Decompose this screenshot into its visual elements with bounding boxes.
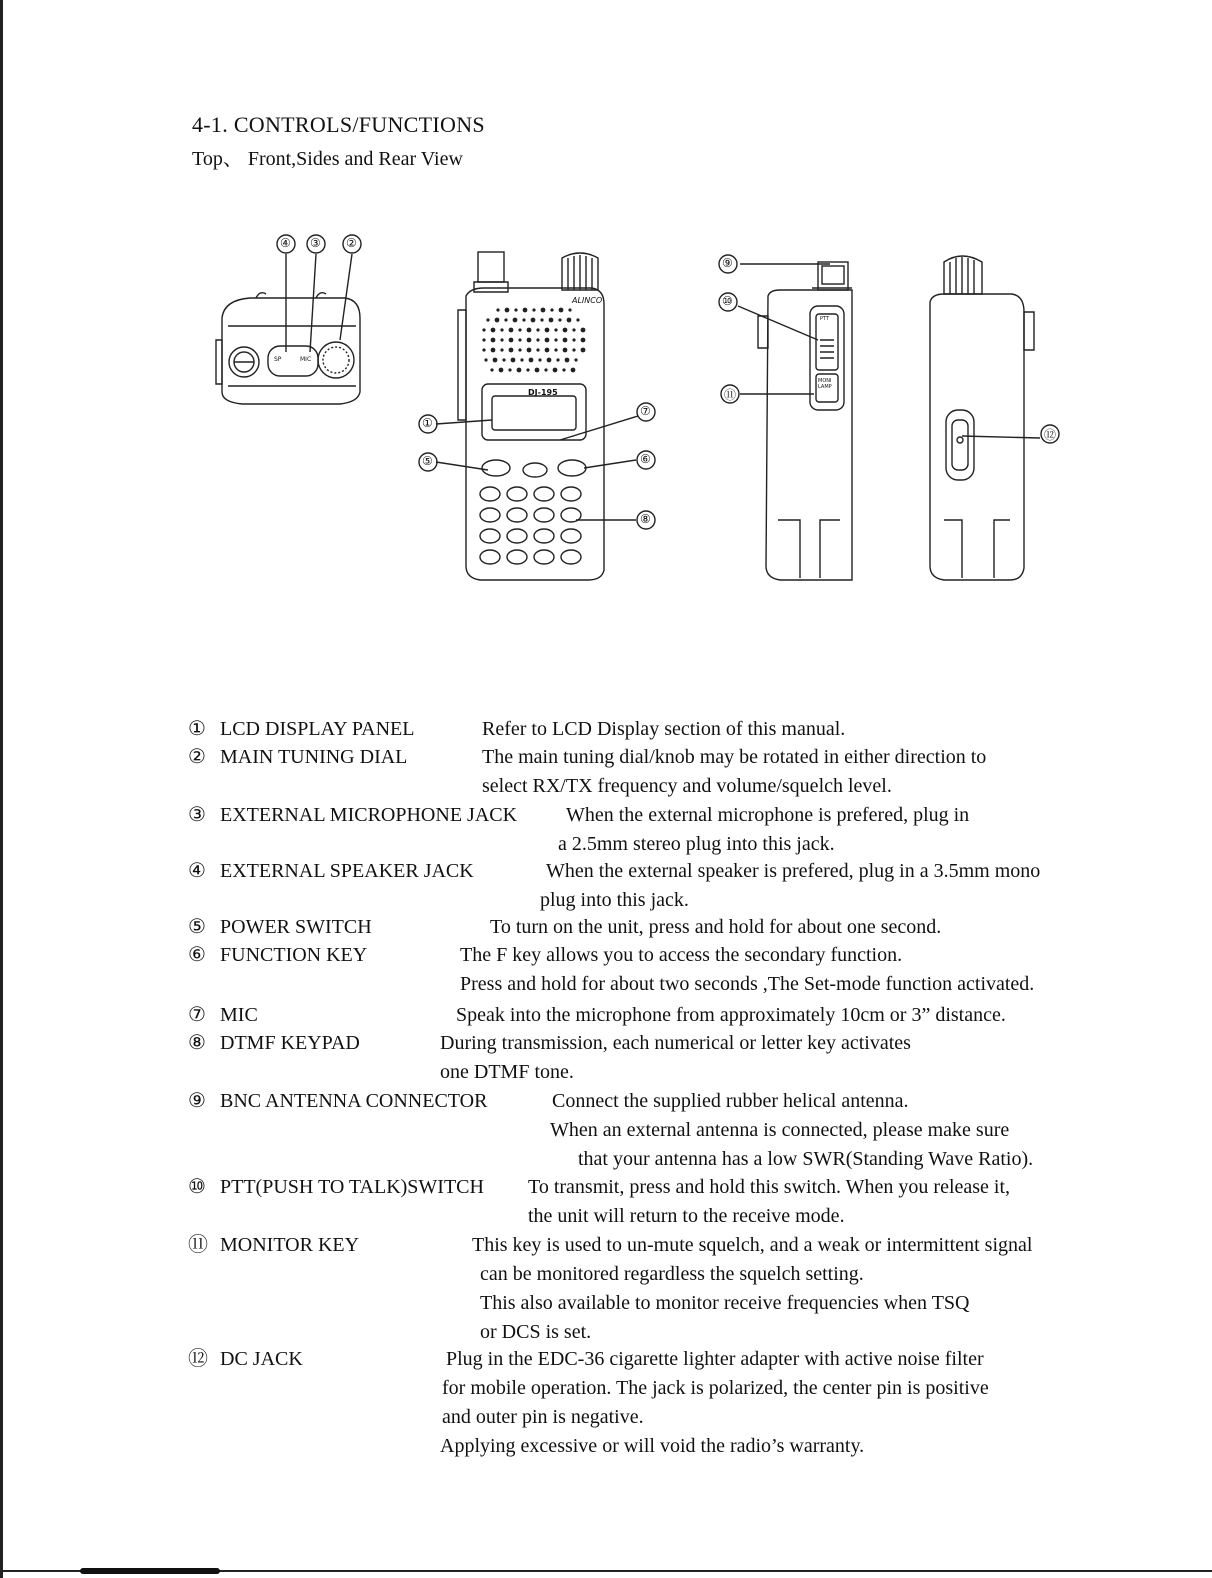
item-description-line: for mobile operation. The jack is polarized, the center pin is positive (442, 1377, 989, 1399)
keypad-key (534, 508, 554, 522)
grille-hole (572, 328, 575, 331)
item-description-line: that your antenna has a low SWR(Standing Wave Ratio). (578, 1148, 1034, 1170)
grille-hole (529, 358, 534, 363)
grille-hole (514, 308, 517, 311)
radio-illustration (0, 0, 1212, 640)
callout-6: ⑥ (640, 452, 651, 466)
callout-1: ① (422, 416, 433, 430)
grille-hole (522, 318, 525, 321)
top-view (216, 235, 361, 404)
callout-8: ⑧ (640, 512, 651, 526)
item-number: ④ (188, 860, 206, 882)
item-number: ⑤ (188, 916, 206, 938)
item-description-line: During transmission, each numerical or letter key activates (440, 1032, 911, 1054)
callout-5: ⑤ (422, 454, 433, 468)
grille-hole (545, 338, 550, 343)
item-description-line: The F key allows you to access the secondary function. (460, 944, 903, 966)
item-description-line: When the external microphone is prefered, plug in (566, 804, 970, 826)
grille-hole (527, 338, 532, 343)
grille-hole (558, 318, 561, 321)
item-description-line: When an external antenna is connected, please make sure (550, 1119, 1010, 1141)
grille-hole (500, 348, 503, 351)
keypad-key (480, 487, 500, 501)
item-number: ⑧ (188, 1032, 206, 1054)
keypad-key (534, 487, 554, 501)
callout-3: ③ (310, 236, 321, 250)
speaker-grille (482, 308, 585, 373)
side-mon-label: MONI LAMP (818, 378, 832, 390)
grille-hole (547, 358, 552, 363)
keypad-key (561, 529, 581, 543)
keypad-key (561, 550, 581, 564)
grille-hole (527, 348, 532, 353)
grille-hole (496, 308, 499, 311)
keypad-key (507, 508, 527, 522)
callout-4: ④ (280, 236, 291, 250)
grille-hole (509, 338, 514, 343)
grille-hole (491, 348, 496, 353)
grille-hole (553, 368, 558, 373)
side-ptt-label: PTT (820, 316, 830, 322)
item-description-line: and outer pin is negative. (442, 1406, 644, 1428)
item-number: ⑦ (188, 1004, 206, 1026)
item-description-line: To turn on the unit, press and hold for about one second. (490, 916, 942, 938)
keypad-key (507, 487, 527, 501)
grille-hole (572, 338, 575, 341)
grille-hole (495, 318, 500, 323)
grille-hole (505, 308, 510, 313)
item-number: ③ (188, 804, 206, 826)
item-description-line: The main tuning dial/knob may be rotated in either direction to (482, 746, 987, 768)
item-description-line: This also available to monitor receive frequencies when TSQ (480, 1292, 970, 1314)
grille-hole (482, 348, 485, 351)
grille-hole (540, 318, 543, 321)
callout-11: ⑪ (724, 388, 737, 402)
grille-hole (565, 358, 570, 363)
item-description-line: This key is used to un-mute squelch, and a weak or intermittent signal (472, 1234, 1033, 1256)
grille-hole (482, 338, 485, 341)
item-description-line: Applying excessive or will void the radio’s warranty. (440, 1435, 865, 1457)
item-name: EXTERNAL SPEAKER JACK (220, 860, 474, 882)
keypad-key (534, 529, 554, 543)
item-number: ⑥ (188, 944, 206, 966)
grille-hole (509, 348, 514, 353)
grille-hole (581, 348, 586, 353)
keypad-key (480, 529, 500, 543)
grille-hole (490, 368, 493, 371)
callout-10: ⑩ (722, 294, 733, 308)
grille-hole (563, 328, 568, 333)
item-name: LCD DISPLAY PANEL (220, 718, 415, 740)
grille-hole (554, 348, 557, 351)
grille-hole (486, 318, 489, 321)
grille-hole (518, 328, 521, 331)
grille-hole (550, 308, 553, 311)
grille-hole (535, 368, 540, 373)
keypad-key (507, 529, 527, 543)
grille-hole (502, 358, 505, 361)
item-name: FUNCTION KEY (220, 944, 368, 966)
item-description-line: To transmit, press and hold this switch. When you release it, (528, 1176, 1011, 1198)
grille-hole (527, 328, 532, 333)
section-heading: 4-1. CONTROLS/FUNCTIONS (192, 112, 485, 137)
grille-hole (520, 358, 523, 361)
item-description-line: When the external speaker is prefered, plug in a 3.5mm mono (546, 860, 1041, 882)
grille-hole (581, 328, 586, 333)
item-description-line: a 2.5mm stereo plug into this jack. (558, 833, 835, 855)
grille-hole (536, 348, 539, 351)
grille-hole (500, 328, 503, 331)
top-mic-label: MIC (300, 356, 312, 363)
grille-hole (511, 358, 516, 363)
right-side-view (930, 256, 1059, 580)
grille-hole (545, 328, 550, 333)
keypad-key (507, 550, 527, 564)
grille-hole (554, 338, 557, 341)
grille-hole (545, 348, 550, 353)
item-name: MAIN TUNING DIAL (220, 746, 408, 768)
item-description-line: Speak into the microphone from approximately 10cm or 3” distance. (456, 1004, 1006, 1026)
grille-hole (562, 368, 565, 371)
item-name: MONITOR KEY (220, 1234, 360, 1256)
keypad-key (480, 550, 500, 564)
item-description-line: or DCS is set. (480, 1321, 592, 1343)
grille-hole (518, 348, 521, 351)
grille-hole (532, 308, 535, 311)
grille-hole (567, 318, 572, 323)
item-description-line: plug into this jack. (540, 889, 689, 911)
keypad-key (534, 550, 554, 564)
item-name: MIC (220, 1004, 258, 1026)
callout-9: ⑨ (722, 256, 733, 270)
callout-12: ⑫ (1044, 428, 1057, 442)
item-description-line: Connect the supplied rubber helical antenna. (552, 1090, 909, 1112)
item-number: ⑫ (188, 1348, 208, 1370)
grille-hole (517, 368, 522, 373)
grille-hole (541, 308, 546, 313)
grille-hole (508, 368, 511, 371)
grille-hole (499, 368, 504, 373)
front-view (419, 252, 655, 580)
grille-hole (504, 318, 507, 321)
grille-hole (531, 318, 536, 323)
item-name: EXTERNAL MICROPHONE JACK (220, 804, 518, 826)
grille-hole (536, 338, 539, 341)
item-number: ⑪ (188, 1234, 208, 1256)
grille-hole (491, 328, 496, 333)
callout-2: ② (346, 236, 357, 250)
keypad-key (561, 487, 581, 501)
grille-hole (491, 338, 496, 343)
item-description-line: Press and hold for about two seconds ,The Set-mode function activated. (460, 973, 1035, 995)
grille-hole (523, 308, 528, 313)
grille-hole (563, 348, 568, 353)
grille-hole (484, 358, 487, 361)
grille-hole (538, 358, 541, 361)
grille-hole (513, 318, 518, 323)
item-name: BNC ANTENNA CONNECTOR (220, 1090, 488, 1112)
grille-hole (576, 318, 579, 321)
scan-mark (80, 1568, 220, 1574)
grille-hole (581, 338, 586, 343)
grille-hole (572, 348, 575, 351)
grille-hole (568, 308, 571, 311)
item-number: ⑩ (188, 1176, 206, 1198)
grille-hole (556, 358, 559, 361)
grille-hole (544, 368, 547, 371)
front-model: DJ-195 (528, 388, 558, 397)
item-number: ⑨ (188, 1090, 206, 1112)
grille-hole (509, 328, 514, 333)
callout-7: ⑦ (640, 404, 651, 418)
item-description-line: Refer to LCD Display section of this manual. (482, 718, 846, 740)
item-number: ① (188, 718, 206, 740)
grille-hole (549, 318, 554, 323)
grille-hole (554, 328, 557, 331)
grille-hole (493, 358, 498, 363)
item-number: ② (188, 746, 206, 768)
item-description-line: Plug in the EDC-36 cigarette lighter adapter with active noise filter (446, 1348, 984, 1370)
item-name: DC JACK (220, 1348, 303, 1370)
section-subheading: Top、 Front,Sides and Rear View (192, 148, 463, 170)
left-side-view (719, 255, 852, 580)
grille-hole (571, 368, 576, 373)
front-brand: ALINCO (572, 296, 603, 305)
item-name: POWER SWITCH (220, 916, 372, 938)
item-name: DTMF KEYPAD (220, 1032, 360, 1054)
grille-hole (559, 308, 564, 313)
keypad-key (480, 508, 500, 522)
grille-hole (526, 368, 529, 371)
item-name: PTT(PUSH TO TALK)SWITCH (220, 1176, 484, 1198)
top-spk-label: SP (274, 356, 282, 363)
grille-hole (574, 358, 577, 361)
grille-hole (563, 338, 568, 343)
grille-hole (518, 338, 521, 341)
item-description-line: can be monitored regardless the squelch setting. (480, 1263, 864, 1285)
item-description-line: one DTMF tone. (440, 1061, 574, 1083)
grille-hole (500, 338, 503, 341)
item-description-line: the unit will return to the receive mode. (528, 1205, 845, 1227)
item-description-line: select RX/TX frequency and volume/squelch level. (482, 775, 892, 797)
grille-hole (536, 328, 539, 331)
grille-hole (482, 328, 485, 331)
